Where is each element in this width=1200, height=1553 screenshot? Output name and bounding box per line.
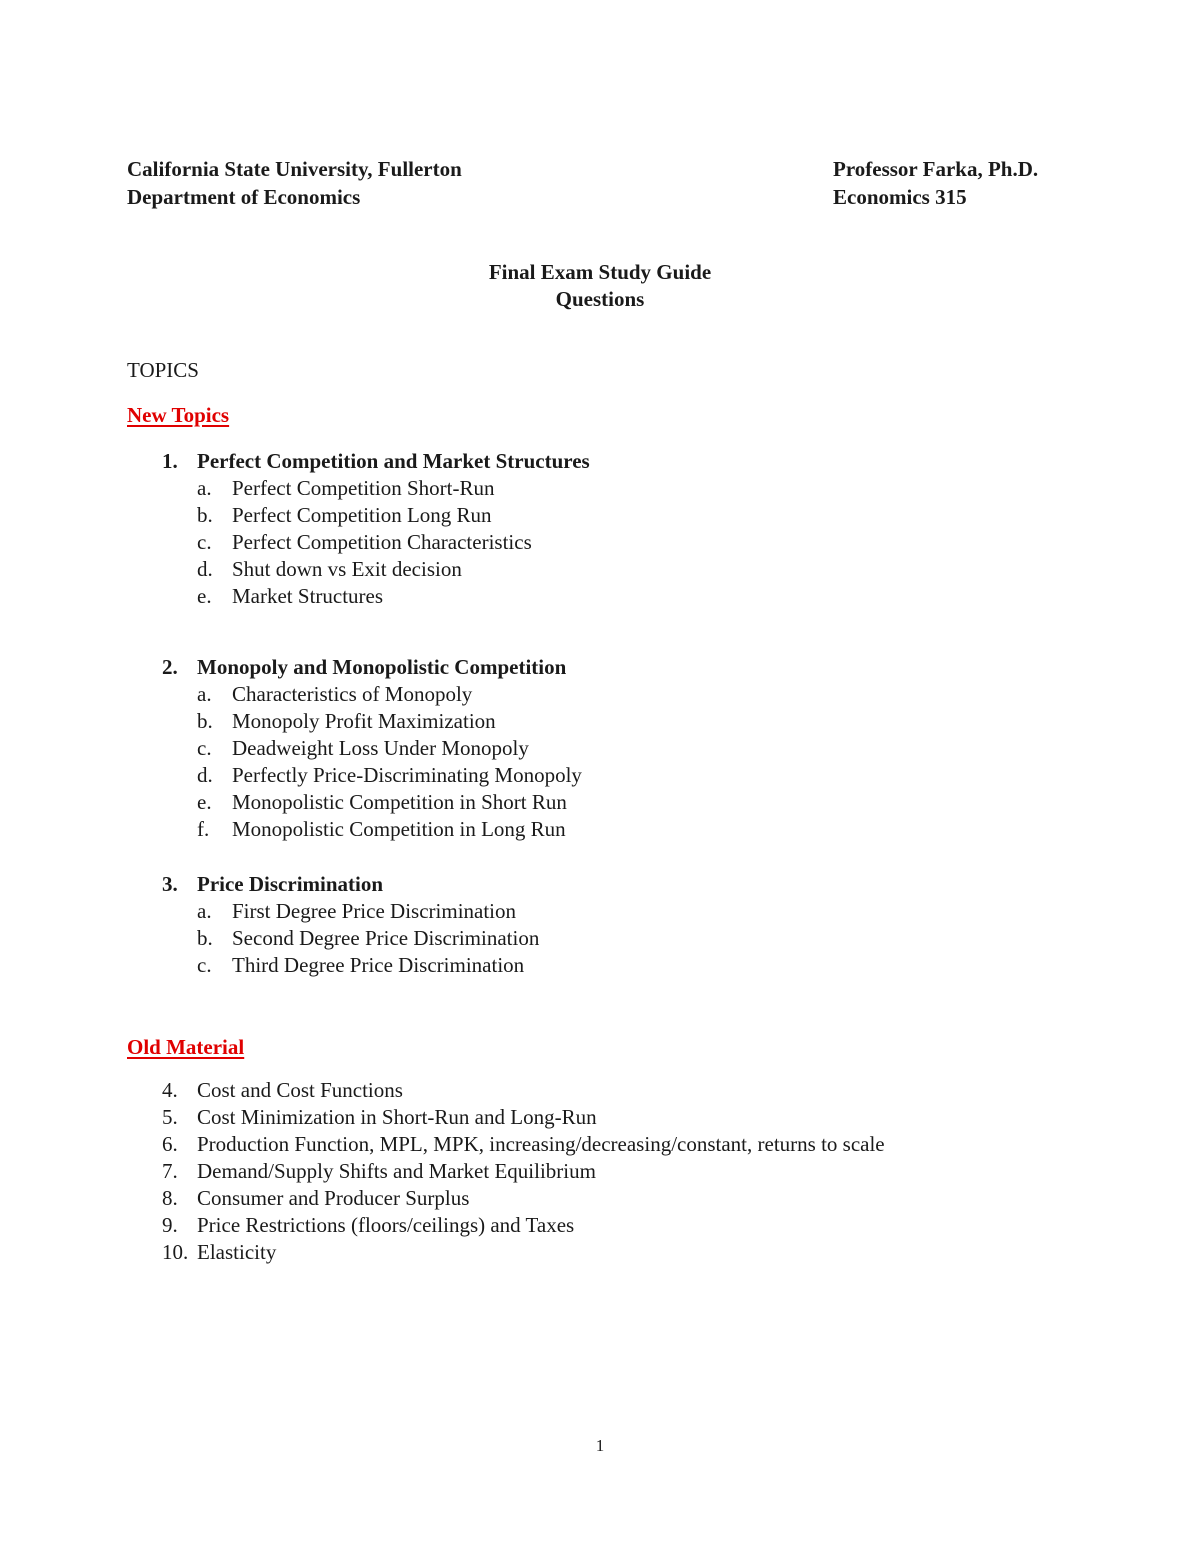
- item-letter: c.: [197, 953, 212, 977]
- old-material-list: [0, 1077, 1200, 1266]
- item-text: Second Degree Price Discrimination: [232, 926, 540, 950]
- item-text: Price Restrictions (floors/ceilings) and Taxes: [197, 1213, 575, 1237]
- professor-name: Professor Farka, Ph.D.: [833, 157, 1039, 181]
- topic-heading: [0, 654, 1200, 681]
- list-item: [0, 1239, 1200, 1266]
- topic-title: Monopoly and Monopolistic Competition: [197, 655, 567, 679]
- item-text: First Degree Price Discrimination: [232, 899, 517, 923]
- list-item: [0, 556, 1200, 583]
- topic-1: [0, 448, 1200, 610]
- document-title: Final Exam Study Guide: [488, 260, 712, 284]
- item-letter: a.: [197, 476, 212, 500]
- item-number: 6.: [162, 1132, 178, 1156]
- list-item: [0, 1212, 1200, 1239]
- item-letter: b.: [197, 709, 213, 733]
- list-item: [0, 583, 1200, 610]
- item-letter: e.: [197, 790, 212, 814]
- topic-title: Perfect Competition and Market Structures: [197, 449, 590, 473]
- item-letter: d.: [197, 557, 213, 581]
- item-letter: a.: [197, 899, 212, 923]
- item-number: 9.: [162, 1213, 178, 1237]
- item-text: Production Function, MPL, MPK, increasing/decreasing/constant, returns to scale: [197, 1132, 885, 1156]
- topic-heading: [0, 871, 1200, 898]
- topics-label: TOPICS: [127, 358, 199, 382]
- list-item: [0, 708, 1200, 735]
- list-item: [0, 1158, 1200, 1185]
- topic-heading: [0, 448, 1200, 475]
- document-subtitle: Questions: [555, 287, 645, 311]
- item-letter: a.: [197, 682, 212, 706]
- list-item: [0, 735, 1200, 762]
- list-item: [0, 925, 1200, 952]
- course-name: Economics 315: [833, 185, 967, 209]
- university-name: California State University, Fullerton: [127, 157, 462, 181]
- item-text: Monopolistic Competition in Long Run: [232, 817, 566, 841]
- item-letter: b.: [197, 503, 213, 527]
- item-text: Shut down vs Exit decision: [232, 557, 462, 581]
- list-item: [0, 762, 1200, 789]
- list-item: [0, 816, 1200, 843]
- list-item: [0, 681, 1200, 708]
- list-item: [0, 1185, 1200, 1212]
- list-item: [0, 1104, 1200, 1131]
- list-item: [0, 898, 1200, 925]
- page-number: 1: [595, 1436, 605, 1455]
- old-material-heading: Old Material: [127, 1035, 245, 1059]
- item-letter: f.: [197, 817, 210, 841]
- new-topics-heading: New Topics: [127, 403, 230, 427]
- item-text: Cost Minimization in Short-Run and Long-Run: [197, 1105, 597, 1129]
- item-letter: b.: [197, 926, 213, 950]
- item-number: 5.: [162, 1105, 178, 1129]
- item-text: Market Structures: [232, 584, 384, 608]
- list-item: [0, 789, 1200, 816]
- item-text: Elasticity: [197, 1240, 277, 1264]
- topic-number: 2.: [162, 655, 178, 679]
- item-text: Cost and Cost Functions: [197, 1078, 403, 1102]
- list-item: [0, 529, 1200, 556]
- item-text: Monopolistic Competition in Short Run: [232, 790, 567, 814]
- item-text: Consumer and Producer Surplus: [197, 1186, 470, 1210]
- item-text: Perfect Competition Characteristics: [232, 530, 532, 554]
- item-text: Monopoly Profit Maximization: [232, 709, 496, 733]
- item-text: Perfect Competition Long Run: [232, 503, 492, 527]
- list-item: [0, 475, 1200, 502]
- item-text: Perfect Competition Short-Run: [232, 476, 495, 500]
- topic-3: [0, 871, 1200, 979]
- topic-number: 3.: [162, 872, 178, 896]
- item-text: Deadweight Loss Under Monopoly: [232, 736, 529, 760]
- item-number: 7.: [162, 1159, 178, 1183]
- item-number: 4.: [162, 1078, 178, 1102]
- item-letter: c.: [197, 530, 212, 554]
- topic-2: [0, 654, 1200, 843]
- item-letter: d.: [197, 763, 213, 787]
- topic-number: 1.: [162, 449, 178, 473]
- department-name: Department of Economics: [127, 185, 361, 209]
- item-text: Characteristics of Monopoly: [232, 682, 473, 706]
- list-item: [0, 1131, 1200, 1158]
- item-number: 10.: [162, 1240, 189, 1264]
- item-letter: e.: [197, 584, 212, 608]
- item-number: 8.: [162, 1186, 178, 1210]
- item-text: Third Degree Price Discrimination: [232, 953, 525, 977]
- item-text: Perfectly Price-Discriminating Monopoly: [232, 763, 582, 787]
- list-item: [0, 502, 1200, 529]
- topic-title: Price Discrimination: [197, 872, 384, 896]
- list-item: [0, 952, 1200, 979]
- item-text: Demand/Supply Shifts and Market Equilibrium: [197, 1159, 596, 1183]
- item-letter: c.: [197, 736, 212, 760]
- list-item: [0, 1077, 1200, 1104]
